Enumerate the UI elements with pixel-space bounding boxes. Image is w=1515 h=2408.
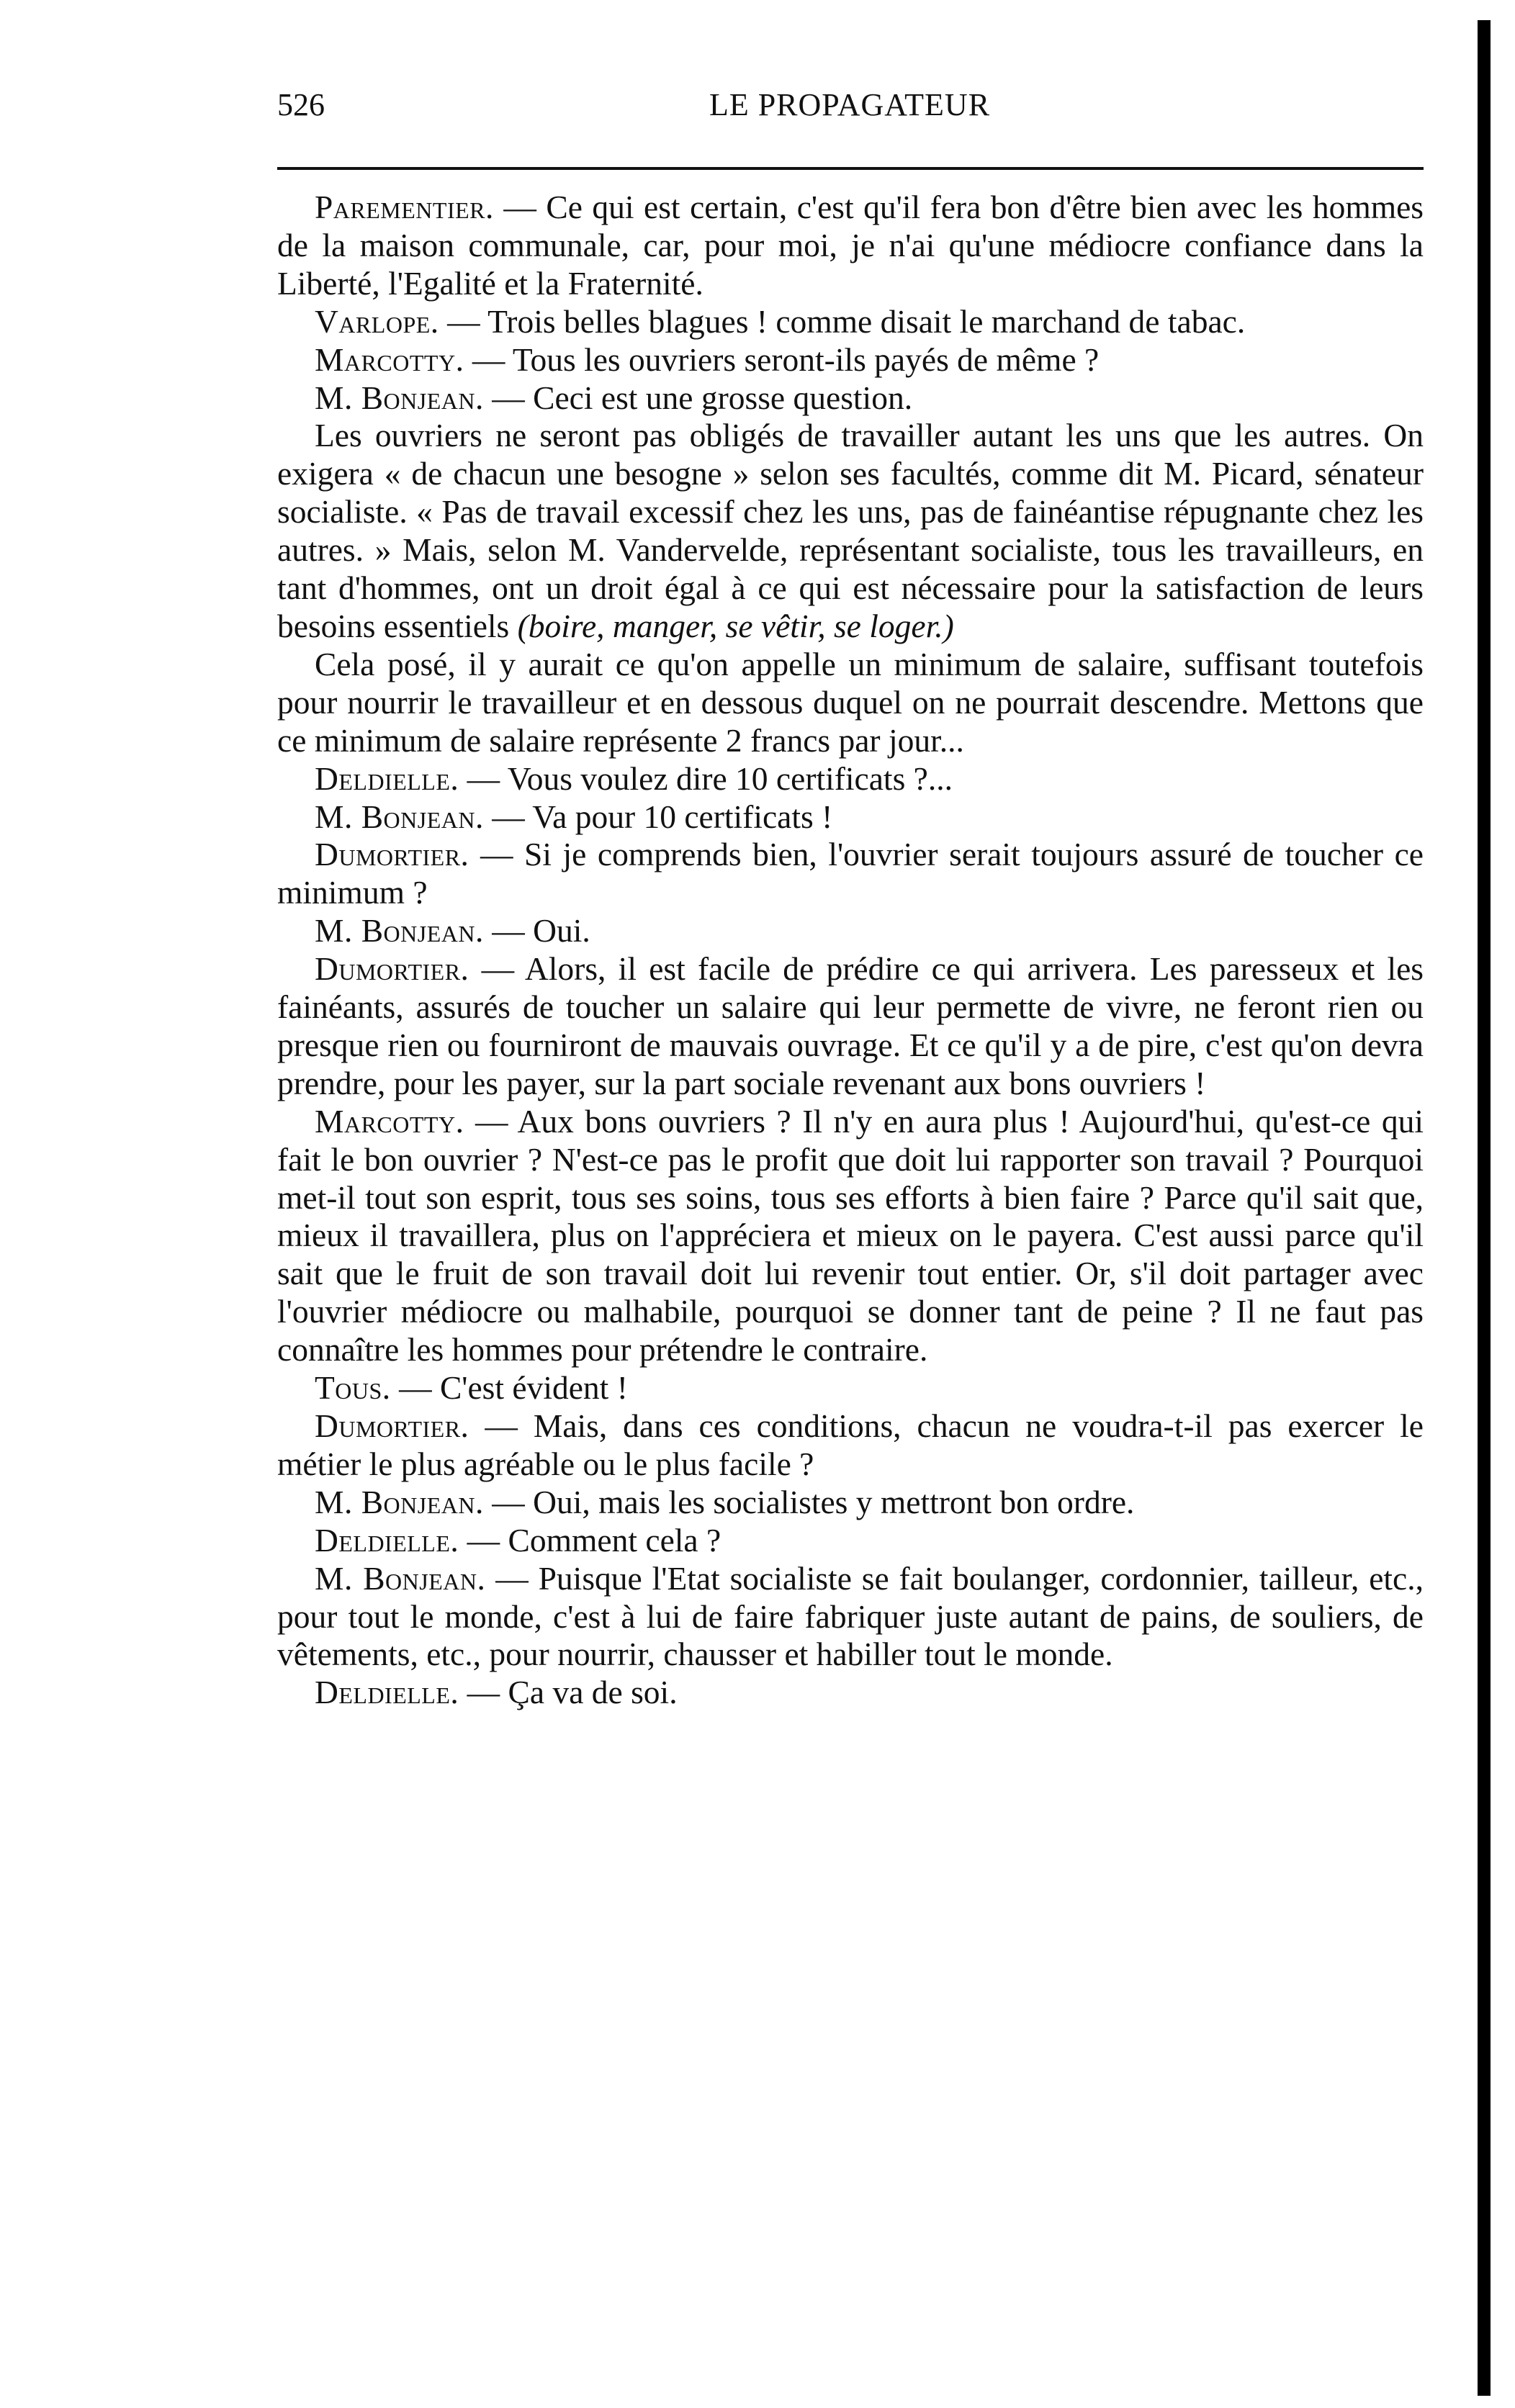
- paragraph: [277, 1522, 1424, 1560]
- header-rule: [277, 167, 1424, 170]
- speaker-name: Tous.: [315, 1369, 391, 1407]
- speaker-name: Deldielle.: [315, 1674, 459, 1711]
- paragraph: [277, 417, 1424, 645]
- speaker-name: Deldielle.: [315, 759, 459, 797]
- page-number: 526: [277, 87, 325, 122]
- paragraph-text: — Puisque l'Etat socialiste se fait boulanger, cordonnier, tailleur, etc., pour tout le monde, c'est à lui de faire fabriquer juste autant de pains, de souliers, de vêtements, etc., pour nourrir, chausser et habiller tout le monde.: [277, 1559, 1424, 1673]
- paragraph-text: — Oui, mais les socialistes y mettront bon ordre.: [483, 1483, 1135, 1520]
- paragraph-text: — Oui.: [483, 912, 590, 950]
- paragraph-text: Cela posé, il y aurait ce qu'on appelle un minimum de salaire, suffisant toutefois pour nourrir le travailleur et en dessous duquel on ne pourrait descendre. Mettons que ce minimum de salaire représente 2 francs par jour...: [277, 645, 1424, 759]
- paragraph-text: — Va pour 10 certificats !: [483, 798, 833, 835]
- paragraph: [277, 1407, 1424, 1484]
- speaker-name: Marcotty.: [315, 341, 464, 378]
- paragraph-text: — Si je comprends bien, l'ouvrier serait toujours assuré de toucher ce minimum ?: [277, 836, 1424, 911]
- speaker-name: Deldielle.: [315, 1521, 459, 1559]
- paragraph-text: — Vous voulez dire 10 certificats ?...: [459, 759, 953, 797]
- speaker-name: Dumortier.: [315, 1407, 469, 1444]
- paragraph-text: — Ceci est une grosse question.: [483, 379, 913, 416]
- paragraph: [277, 379, 1424, 418]
- speaker-name: M. Bonjean.: [315, 379, 484, 416]
- paragraph: [277, 760, 1424, 798]
- paragraph-text: — Ça va de soi.: [459, 1674, 678, 1711]
- speaker-name: M. Bonjean.: [315, 912, 484, 950]
- paragraph-text: — C'est évident !: [390, 1369, 628, 1407]
- speaker-name: Parementier.: [315, 189, 494, 225]
- paragraph: [277, 1560, 1424, 1674]
- paragraph-text: — Alors, il est facile de prédire ce qui arrivera. Les paresseux et les fainéants, assurés de toucher un salaire qui leur permette de vivre, ne feront rien ou presque rien ou fourniront de mauvais ouvrage. Et ce qu'il y a de pire, c'est qu'on devra prendre, pour les payer, sur la part sociale revenant aux bons ouvriers !: [277, 950, 1424, 1101]
- running-head: [277, 86, 1422, 130]
- paragraph: [277, 303, 1424, 341]
- paragraph: [277, 341, 1424, 379]
- speaker-name: M. Bonjean.: [315, 1559, 486, 1597]
- paragraph: [277, 950, 1424, 1103]
- speaker-name: Dumortier.: [315, 950, 469, 988]
- speaker-name: Varlope.: [315, 302, 439, 340]
- paragraph: [277, 1674, 1424, 1712]
- italic-parenthetical: (boire, manger, se vêtir, se loger.): [517, 607, 954, 644]
- paragraph: [277, 189, 1424, 303]
- paragraph-text: — Ce qui est certain, c'est qu'il fera bon d'être bien avec les hommes de la maison communale, car, pour moi, je n'ai qu'une médiocre confiance dans la Liberté, l'Egalité et la Fraternité.: [277, 189, 1424, 302]
- paragraph-text: — Mais, dans ces conditions, chacun ne voudra-t-il pas exercer le métier le plus agréable ou le plus facile ?: [277, 1407, 1424, 1482]
- body-text: [277, 189, 1424, 1712]
- paragraph: [277, 646, 1424, 760]
- speaker-name: Dumortier.: [315, 836, 469, 873]
- paragraph: [277, 1369, 1424, 1407]
- paragraph-text: — Trois belles blagues ! comme disait le marchand de tabac.: [439, 302, 1246, 340]
- paragraph: [277, 1103, 1424, 1369]
- speaker-name: M. Bonjean.: [315, 1483, 484, 1520]
- paragraph: [277, 836, 1424, 912]
- speaker-name: M. Bonjean.: [315, 798, 484, 835]
- page-edge-shadow: [1478, 20, 1491, 2396]
- paragraph-text: — Aux bons ouvriers ? Il n'y en aura plus ! Aujourd'hui, qu'est-ce qui fait le bon ouvrier ? N'est-ce pas le profit que doit lui rapporter son travail ? Pourquoi met-il tout son esprit, tous ses soins, tous ses efforts à bien faire ? Parce qu'il sait que, mieux il travaillera, plus on l'appréciera et mieux on le payera. C'est aussi parce qu'il sait que le fruit de son travail doit lui revenir tout entier. Or, s'il doit partager avec l'ouvrier médiocre ou malhabile, pourquoi se donner tant de peine ? Il ne faut pas connaître les hommes pour prétendre le contraire.: [277, 1102, 1424, 1368]
- paragraph-text: Les ouvriers ne seront pas obligés de travailler autant les uns que les autres. On exigera « de chacun une besogne » selon ses facultés, comme dit M. Picard, sénateur socialiste. « Pas de travail excessif chez les uns, pas de fainéantise répugnante chez les autres. » Mais, selon M. Vandervelde, représentant socialiste, tous les travailleurs, en tant d'hommes, ont un droit égal à ce qui est nécessaire pour la satisfaction de leurs besoins essentiels: [277, 417, 1424, 644]
- speaker-name: Marcotty.: [315, 1102, 464, 1140]
- paragraph: [277, 912, 1424, 950]
- paragraph-text: — Comment cela ?: [459, 1521, 721, 1559]
- paragraph: [277, 1484, 1424, 1522]
- running-title: LE PROPAGATEUR: [709, 87, 991, 122]
- paragraph: [277, 798, 1424, 837]
- paragraph-text: — Tous les ouvriers seront-ils payés de même ?: [464, 341, 1100, 378]
